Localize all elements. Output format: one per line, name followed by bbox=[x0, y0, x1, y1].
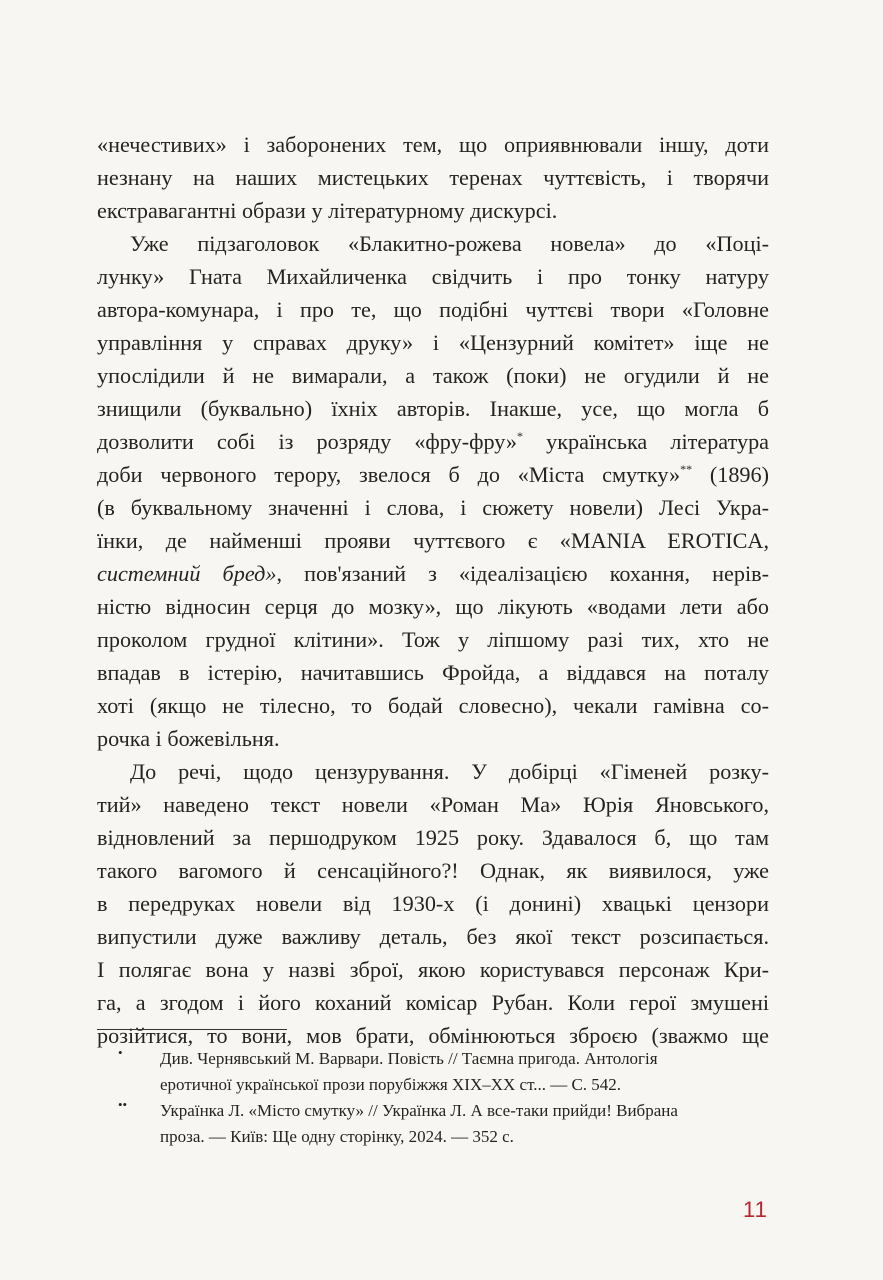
footnote-line: Див. Чернявський М. Варвари. Повість // Таємна пригода. Антологія bbox=[160, 1049, 658, 1068]
text-fragment: українська література bbox=[546, 429, 770, 454]
text-line: управління у справах друку» і «Цензурний комітет» іще не bbox=[97, 330, 769, 355]
text-line: ністю відносин серця до мозку», що лікують «водами лети або bbox=[97, 594, 769, 619]
text-line: розійтися, то вони, мов брати, обмінюються зброєю (зважмо ще bbox=[97, 1023, 769, 1048]
text-line bbox=[97, 557, 769, 590]
footnote-line: еротичної української прози порубіжжя XIX–XX ст... — С. 542. bbox=[160, 1075, 622, 1094]
text-line: впадав в істерію, начитавшись Фройда, а віддався на поталу bbox=[97, 660, 769, 685]
text-line: «нечестивих» і заборонених тем, що оприявнювали іншу, доти bbox=[97, 132, 769, 157]
text-line: такого вагомого й сенсаційного?! Однак, як виявилося, уже bbox=[97, 858, 769, 883]
text-line: автора-комунара, і про те, що подібні чуттєві твори «Головне bbox=[97, 297, 769, 322]
text-fragment: , пов'язаний з «ідеалізацією кохання, нерів- bbox=[276, 561, 770, 586]
footnote-ref: * bbox=[517, 429, 524, 443]
text-line bbox=[97, 458, 769, 491]
text-line: рочка і божевільня. bbox=[97, 726, 280, 751]
text-line: незнану на наших мистецьких теренах чуттєвість, і творячи bbox=[97, 165, 769, 190]
page-number: 11 bbox=[743, 1197, 768, 1222]
footnote-mark: •• bbox=[118, 1097, 128, 1112]
text-line: знищили (буквально) їхніх авторів. Інакше, усе, що могла б bbox=[97, 396, 769, 421]
text-line: екстравагантні образи у літературному дискурсі. bbox=[97, 198, 558, 223]
footnote-line: проза. — Київ: Ще одну сторінку, 2024. — 352 с. bbox=[160, 1127, 514, 1146]
text-line: відновлений за першодруком 1925 року. Здавалося б, що там bbox=[97, 825, 769, 850]
text-line: їнки, де найменші прояви чуттєвого є «MANIA EROTICA, bbox=[97, 528, 769, 553]
text-line: тий» наведено текст новели «Роман Ма» Юрія Яновського, bbox=[97, 792, 769, 817]
text-line: І полягає вона у назві зброї, якою користувався персонаж Кри- bbox=[97, 957, 769, 982]
body-text bbox=[97, 128, 769, 1052]
text-line: упослідили й не вимарали, а також (поки) не огудили й не bbox=[97, 363, 769, 388]
italic-fragment: системний бред» bbox=[97, 561, 277, 586]
text-line: До речі, щодо цензурування. У добірці «Гіменей розку- bbox=[130, 759, 769, 784]
text-line: лунку» Гната Михайличенка свідчить і про тонку натуру bbox=[97, 264, 769, 289]
text-line: в передруках новели від 1930-х (і донині) хвацькі цензори bbox=[97, 891, 769, 916]
footnote-line: Українка Л. «Місто смутку» // Українка Л. А все-таки прийди! Вибрана bbox=[160, 1101, 678, 1120]
text-fragment: доби червоного терору, звелося б до «Міста смутку» bbox=[97, 462, 681, 487]
text-line bbox=[97, 425, 769, 458]
text-line: (в буквальному значенні і слова, і сюжету новели) Лесі Укра- bbox=[97, 495, 769, 520]
footnote-separator bbox=[97, 1029, 287, 1030]
footnote-ref: ** bbox=[680, 462, 693, 476]
text-line: Уже підзаголовок «Блакитно-рожева новела» до «Поці- bbox=[130, 231, 769, 256]
footnote-mark: • bbox=[118, 1045, 123, 1060]
text-line: проколом грудної клітини». Тож у ліпшому разі тих, хто не bbox=[97, 627, 769, 652]
text-line: хоті (якщо не тілесно, то бодай словесно), чекали гамівна со- bbox=[97, 693, 769, 718]
text-fragment: (1896) bbox=[709, 462, 770, 487]
text-fragment: дозволити собі із розряду «фру-фру» bbox=[97, 429, 518, 454]
footnotes bbox=[118, 1046, 758, 1150]
text-line: випустили дуже важливу деталь, без якої текст розсипається. bbox=[97, 924, 769, 949]
footnote bbox=[118, 1098, 758, 1150]
footnote bbox=[118, 1046, 758, 1098]
text-line: га, а згодом і його коханий комісар Рубан. Коли герої змушені bbox=[97, 990, 769, 1015]
